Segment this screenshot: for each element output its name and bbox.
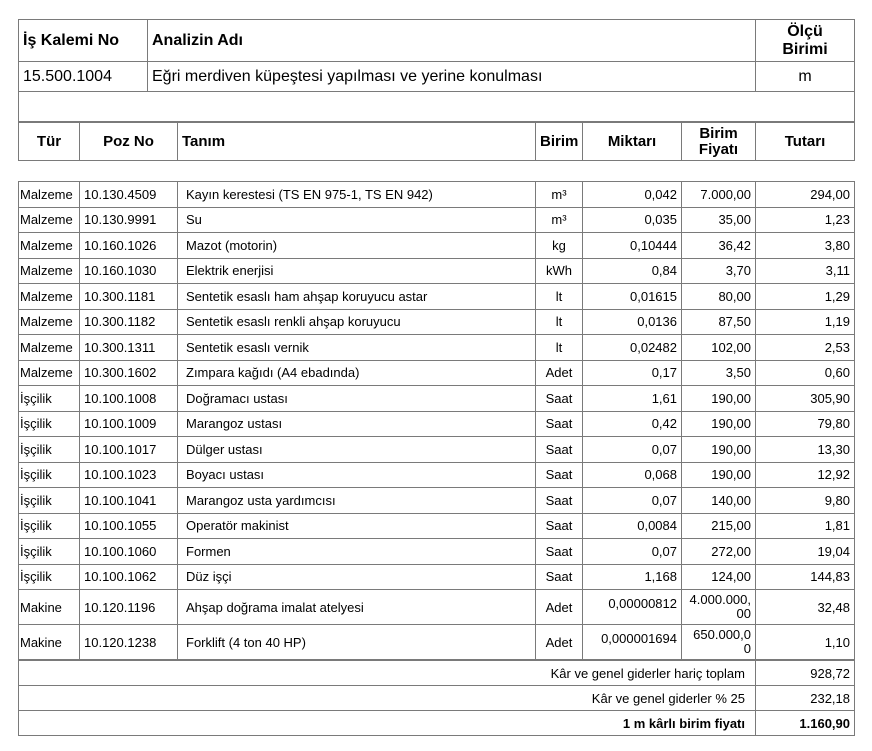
row-tanim: Doğramacı ustası	[178, 386, 536, 412]
table-row	[19, 258, 855, 284]
row-miktar: 0,00000812	[583, 590, 682, 625]
row-miktar: 1,61	[583, 386, 682, 412]
total-birim-label: 1 m kârlı birim fiyatı	[19, 711, 756, 736]
row-tanim: Sentetik esaslı vernik	[178, 335, 536, 361]
row-tur: İşçilik	[19, 488, 80, 514]
table-row	[19, 590, 855, 625]
table-row	[19, 564, 855, 590]
row-tutar: 0,60	[756, 360, 855, 386]
header-title-row	[19, 20, 855, 62]
row-poz: 10.300.1602	[80, 360, 178, 386]
row-tur: Malzeme	[19, 207, 80, 233]
section-gap	[18, 161, 854, 181]
row-fiyat: 87,50	[682, 309, 756, 335]
table-row	[19, 513, 855, 539]
row-fiyat: 140,00	[682, 488, 756, 514]
total-kar-label: Kâr ve genel giderler % 25	[19, 686, 756, 711]
row-fiyat: 80,00	[682, 284, 756, 310]
row-tur: Makine	[19, 625, 80, 660]
row-poz: 10.160.1030	[80, 258, 178, 284]
col-fiyat-line2: Fiyatı	[698, 140, 739, 158]
row-tur: Malzeme	[19, 233, 80, 259]
row-tur: İşçilik	[19, 513, 80, 539]
row-birim: lt	[536, 284, 583, 310]
table-row	[19, 462, 855, 488]
row-poz: 10.300.1181	[80, 284, 178, 310]
row-tur: İşçilik	[19, 437, 80, 463]
row-poz: 10.100.1055	[80, 513, 178, 539]
table-row	[19, 335, 855, 361]
table-row	[19, 309, 855, 335]
row-poz: 10.300.1311	[80, 335, 178, 361]
is-kalemi-no: 15.500.1004	[19, 62, 148, 92]
row-fiyat: 190,00	[682, 411, 756, 437]
row-birim: m³	[536, 182, 583, 208]
table-row	[19, 360, 855, 386]
row-tutar: 13,30	[756, 437, 855, 463]
row-tanim: Kayın kerestesi (TS EN 975-1, TS EN 942)	[178, 182, 536, 208]
row-poz: 10.100.1008	[80, 386, 178, 412]
row-birim: Saat	[536, 539, 583, 565]
row-poz: 10.160.1026	[80, 233, 178, 259]
row-miktar: 0,000001694	[583, 625, 682, 660]
olcu-line1: Ölçü	[787, 22, 823, 40]
row-miktar: 0,0136	[583, 309, 682, 335]
row-tanim: Formen	[178, 539, 536, 565]
row-miktar: 1,168	[583, 564, 682, 590]
row-tutar: 1,23	[756, 207, 855, 233]
table-row	[19, 182, 855, 208]
olcu-birimi: m	[756, 62, 855, 92]
col-birim-fiyat	[682, 123, 756, 161]
row-tur: Malzeme	[19, 284, 80, 310]
table-row	[19, 411, 855, 437]
row-birim: kWh	[536, 258, 583, 284]
total-birim-value: 1.160,90	[756, 711, 855, 736]
col-tur: Tür	[19, 123, 80, 161]
row-miktar: 0,07	[583, 437, 682, 463]
row-tanim: Marangoz usta yardımcısı	[178, 488, 536, 514]
row-tur: Malzeme	[19, 360, 80, 386]
row-tanim: Ahşap doğrama imalat atelyesi	[178, 590, 536, 625]
row-tanim: Boyacı ustası	[178, 462, 536, 488]
row-tur: İşçilik	[19, 539, 80, 565]
row-fiyat: 102,00	[682, 335, 756, 361]
row-tutar: 1,29	[756, 284, 855, 310]
col-birim: Birim	[536, 123, 583, 161]
row-fiyat: 190,00	[682, 462, 756, 488]
row-poz: 10.300.1182	[80, 309, 178, 335]
row-tutar: 3,80	[756, 233, 855, 259]
total-haric-value: 928,72	[756, 661, 855, 686]
row-poz: 10.100.1062	[80, 564, 178, 590]
row-birim: Saat	[536, 488, 583, 514]
row-tanim: Zımpara kağıdı (A4 ebadında)	[178, 360, 536, 386]
row-tutar: 79,80	[756, 411, 855, 437]
row-fiyat: 3,50	[682, 360, 756, 386]
row-miktar: 0,07	[583, 539, 682, 565]
row-poz: 10.100.1060	[80, 539, 178, 565]
row-miktar: 0,42	[583, 411, 682, 437]
col-poz: Poz No	[80, 123, 178, 161]
row-tur: Malzeme	[19, 182, 80, 208]
total-birim-row	[19, 711, 855, 736]
row-tanim: Operatör makinist	[178, 513, 536, 539]
spacer-cell	[19, 92, 855, 122]
table-row	[19, 233, 855, 259]
row-birim: lt	[536, 309, 583, 335]
row-fiyat: 4.000.000,00	[682, 590, 756, 625]
row-fiyat: 650.000,00	[682, 625, 756, 660]
row-miktar: 0,068	[583, 462, 682, 488]
items-body	[19, 182, 855, 660]
total-kar-value: 232,18	[756, 686, 855, 711]
row-poz: 10.100.1023	[80, 462, 178, 488]
table-row	[19, 625, 855, 660]
row-poz: 10.100.1009	[80, 411, 178, 437]
analysis-sheet	[18, 19, 854, 736]
row-tur: İşçilik	[19, 462, 80, 488]
row-birim: Saat	[536, 386, 583, 412]
row-birim: m³	[536, 207, 583, 233]
table-row	[19, 488, 855, 514]
row-miktar: 0,0084	[583, 513, 682, 539]
row-miktar: 0,10444	[583, 233, 682, 259]
totals-table	[18, 660, 855, 736]
row-miktar: 0,17	[583, 360, 682, 386]
row-tur: Makine	[19, 590, 80, 625]
row-tur: Malzeme	[19, 335, 80, 361]
row-birim: Saat	[536, 513, 583, 539]
row-birim: lt	[536, 335, 583, 361]
row-tanim: Forklift (4 ton 40 HP)	[178, 625, 536, 660]
row-fiyat: 35,00	[682, 207, 756, 233]
row-tutar: 19,04	[756, 539, 855, 565]
row-birim: Saat	[536, 462, 583, 488]
row-tutar: 1,81	[756, 513, 855, 539]
row-miktar: 0,035	[583, 207, 682, 233]
total-haric-label: Kâr ve genel giderler hariç toplam	[19, 661, 756, 686]
row-birim: Saat	[536, 411, 583, 437]
row-fiyat: 190,00	[682, 386, 756, 412]
row-fiyat: 190,00	[682, 437, 756, 463]
row-tutar: 3,11	[756, 258, 855, 284]
analiz-adi: Eğri merdiven küpeştesi yapılması ve yerine konulması	[148, 62, 756, 92]
row-tur: İşçilik	[19, 564, 80, 590]
row-fiyat: 215,00	[682, 513, 756, 539]
row-poz: 10.100.1017	[80, 437, 178, 463]
row-tutar: 2,53	[756, 335, 855, 361]
row-tur: Malzeme	[19, 309, 80, 335]
items-table	[18, 181, 855, 660]
row-fiyat: 124,00	[682, 564, 756, 590]
row-poz: 10.130.9991	[80, 207, 178, 233]
row-tutar: 144,83	[756, 564, 855, 590]
row-birim: Saat	[536, 437, 583, 463]
row-birim: Adet	[536, 360, 583, 386]
row-tanim: Dülger ustası	[178, 437, 536, 463]
col-tutar: Tutarı	[756, 123, 855, 161]
row-tanim: Düz işçi	[178, 564, 536, 590]
table-row	[19, 437, 855, 463]
header-spacer-row	[19, 92, 855, 122]
row-tutar: 305,90	[756, 386, 855, 412]
row-fiyat: 36,42	[682, 233, 756, 259]
col-tanim: Tanım	[178, 123, 536, 161]
header-value-row	[19, 62, 855, 92]
row-miktar: 0,01615	[583, 284, 682, 310]
col-fiyat-line1: Birim	[699, 124, 738, 142]
col-miktar: Miktarı	[583, 123, 682, 161]
row-tanim: Elektrik enerjisi	[178, 258, 536, 284]
row-birim: Saat	[536, 564, 583, 590]
row-tur: İşçilik	[19, 411, 80, 437]
table-row	[19, 539, 855, 565]
row-miktar: 0,07	[583, 488, 682, 514]
column-header-table	[18, 122, 855, 161]
row-tutar: 12,92	[756, 462, 855, 488]
row-tutar: 1,10	[756, 625, 855, 660]
column-header-row	[19, 123, 855, 161]
analiz-header: Analizin Adı	[148, 20, 756, 62]
is-kalemi-header: İş Kalemi No	[19, 20, 148, 62]
table-row	[19, 284, 855, 310]
row-fiyat: 272,00	[682, 539, 756, 565]
row-birim: kg	[536, 233, 583, 259]
row-poz: 10.120.1196	[80, 590, 178, 625]
row-tanim: Sentetik esaslı renkli ahşap koruyucu	[178, 309, 536, 335]
total-kar-row	[19, 686, 855, 711]
row-miktar: 0,042	[583, 182, 682, 208]
total-haric-row	[19, 661, 855, 686]
row-miktar: 0,84	[583, 258, 682, 284]
row-poz: 10.100.1041	[80, 488, 178, 514]
row-fiyat: 3,70	[682, 258, 756, 284]
table-row	[19, 207, 855, 233]
row-tutar: 294,00	[756, 182, 855, 208]
row-birim: Adet	[536, 590, 583, 625]
row-tanim: Sentetik esaslı ham ahşap koruyucu astar	[178, 284, 536, 310]
row-poz: 10.130.4509	[80, 182, 178, 208]
header-table	[18, 19, 855, 122]
row-tutar: 9,80	[756, 488, 855, 514]
row-tur: İşçilik	[19, 386, 80, 412]
olcu-line2: Birimi	[782, 40, 828, 58]
row-tanim: Su	[178, 207, 536, 233]
row-miktar: 0,02482	[583, 335, 682, 361]
row-tutar: 1,19	[756, 309, 855, 335]
row-tur: Malzeme	[19, 258, 80, 284]
row-tutar: 32,48	[756, 590, 855, 625]
table-row	[19, 386, 855, 412]
row-fiyat: 7.000,00	[682, 182, 756, 208]
row-birim: Adet	[536, 625, 583, 660]
olcu-birimi-header	[756, 20, 855, 62]
row-tanim: Marangoz ustası	[178, 411, 536, 437]
row-tanim: Mazot (motorin)	[178, 233, 536, 259]
row-poz: 10.120.1238	[80, 625, 178, 660]
